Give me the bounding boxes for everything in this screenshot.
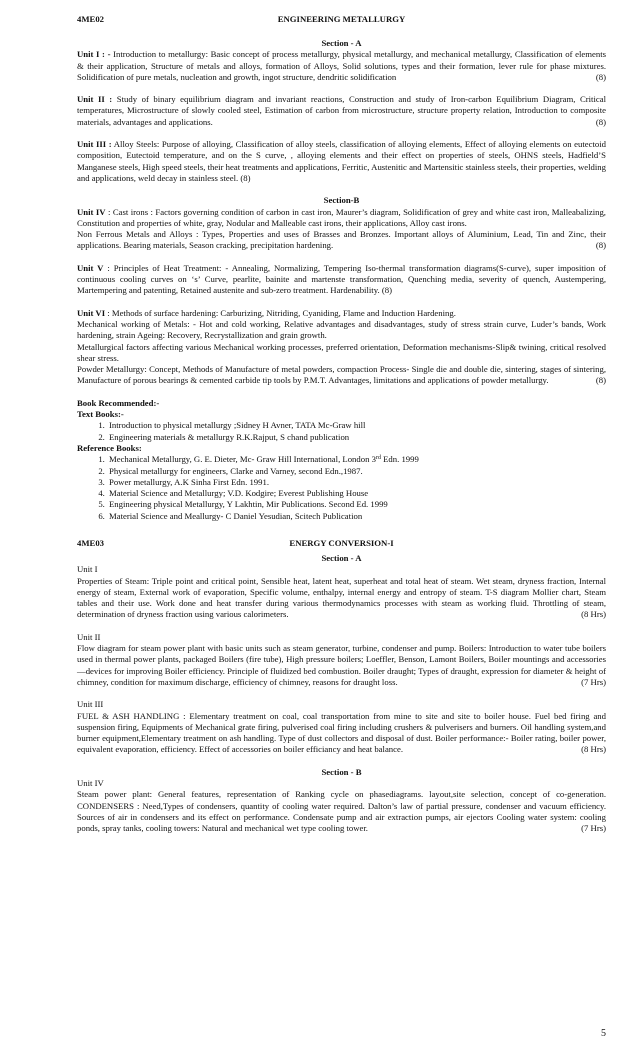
unit-paragraph [77, 308, 606, 319]
course-code: 4ME03 [77, 537, 105, 548]
unit-paragraph [77, 711, 606, 756]
unit-body: Study of binary equilibrium diagram and invariant reactions, Construction and study of Iron-carbon Equilibrium Diagram, Critical temperatures, Microstructure of slowly cooled steel, Estimation of carbon from microstructure, structure property relation, Introduction to composite materials, advantages and applications. [77, 94, 606, 127]
list-item: 1. Mechanical Metallurgy, G. E. Dieter, Mc- Graw Hill International, London 3rd Edn. 1999 [107, 454, 606, 465]
unit-label: Unit I : - [77, 49, 111, 60]
unit-body: FUEL & ASH HANDLING : Elementary treatment on coal, coal transportation from mine to site and site to boiler house. Fuel bed firing and suspension firing, Equipments of Mechanical grate firing, pulverised coal firing including crushers & pulverisers and burners. Oil handling system,and burner equipment,Elementary treatment on ash handling. Type of dust collectors and disposal of dust. Boiler performance:- Boiler rating, boiler power, equivalent evaporation, efficiency. Effect of accessories on boiler efficiancy and heat balance. [77, 710, 606, 755]
unit-body: : Methods of surface hardening: Carburizing, Nitriding, Cyaniding, Flame and Induction Hardening. [107, 307, 456, 318]
unit-body: Powder Metallurgy: Concept, Methods of Manufacture of metal powders, compaction Process- Single die and double die, sintering, stages of sintering, Manufacture of porous bearings & cemented carbide tip tools by P.M.T. Advantages, limitations and applications of powder metallurgy. [77, 364, 606, 386]
text-books-heading: Text Books:- [77, 409, 124, 420]
unit-paragraph [77, 49, 606, 83]
page-number: 5 [601, 1028, 606, 1039]
unit-paragraph [77, 263, 606, 297]
unit-marks: (8) [595, 71, 606, 82]
unit-paragraph [77, 789, 606, 834]
unit-paragraph [77, 94, 606, 128]
unit-marks: (7 Hrs) [581, 823, 606, 834]
list-item: 5. Engineering physical Metallurgy, Y Lakhtin, Mir Publications. Second Ed. 1999 [107, 499, 606, 510]
unit-paragraph [77, 229, 606, 252]
unit-label: Unit III : [77, 139, 112, 150]
course-code: 4ME02 [77, 14, 105, 24]
unit-paragraph [77, 576, 606, 621]
unit-body: : Cast irons : Factors governing condition of carbon in cast iron, Maurer’s diagram, Solidification of grey and white cast iron, Malleabalizing, Constitution and properties of white, gray, Nodular and Malleable cast irons, their applications, Alloy cast irons. [77, 206, 606, 228]
unit-label: Unit IV [77, 778, 104, 789]
unit-paragraph [77, 207, 606, 230]
unit-marks: (7 Hrs) [581, 676, 606, 687]
unit-body: Flow diagram for steam power plant with basic units such as steam generator, turbine, condenser and pump. Boilers: Introduction to water tube boilers used in thermal power plants, packaged Boilers (fire tube), High pressure boilers; Loeffler, Benson, Lamont Boilers, Boiler mountings and accessories—devices for improving Boiler efficiency. Principle of fluidized bed combustion. Boiler draught; Types of draught, expression for diameter & height of chimney, condition for maximum discharge, efficiency of chimney, reasons for draught loss. [77, 643, 606, 687]
unit-marks: (8) [595, 240, 606, 251]
unit-label: Unit II : [77, 94, 113, 105]
unit-body: : Principles of Heat Treatment: - Annealing, Normalizing, Tempering Iso-thermal transformation diagrams(S-curve), super imposition of continuous cooling curves on ‘s’ Curve, pearlite, bainite and martenste transformation, Quenching media, severity of quench, Austempering, Martempering and patenting, Retained austenite and sub-zero treatment. Hardenability. [77, 262, 607, 296]
section-heading: Section-B [323, 195, 360, 206]
unit-marks: (8) [595, 116, 606, 127]
unit-body: Introduction to metallurgy: Basic concept of process metallurgy, physical metallurgy, and mechanical metallurgy, Classification of elements & their application, Structure of metals and alloys, formation of Alloys, Solid solutions, types and their formation, lever rule for phase mixtures. Solidification of pure metals, nucleation and growth, ingot structure, dendritic solidification [77, 49, 606, 82]
unit-label: Unit II [77, 631, 101, 642]
unit-paragraph: Metallurgical factors affecting various Mechanical working processes, preferred orientation, Deformation mechanisms-Slip& twining, critical resolved shear stress. [77, 341, 606, 363]
unit-paragraph [77, 364, 606, 387]
reference-books-heading: Reference Books: [77, 442, 142, 453]
course-header [77, 538, 606, 551]
unit-marks: (8) [240, 172, 251, 183]
unit-body: Steam power plant: General features, representation of Ranking cycle on phasediagrams. layout,site selection, concept of co-generation. CONDENSERS : Need,Types of condensers, quantity of cooling water required. Dalton’s law of partial pressure, condenser and vacuum efficiency. Sources of air in condensers and its effect on performance. Condensate pump and air extraction pumps, air ejectors Cooling water system: cooling ponds, spray tanks, cooling towers: Natural and mechanical wet type cooling tower. [77, 789, 606, 834]
unit-label: Unit I [77, 564, 98, 575]
unit-marks: (8) [595, 375, 606, 386]
unit-body: Alloy Steels: Purpose of alloying, Classification of alloy steels, classification of alloying elements, Effect of alloying elements on eutectoid composition, Eutectoid temperature, and on the S curve, , alloying elements and their effect on properties of steels, OHNS steels, Hadfield’S Manganese steels, High speed steels, their heat treatments and applications, Ferritic, Austenitic and Martensitic stainless steels, their properties, welding and applications, weld decay in stainless steel. [77, 139, 606, 183]
course-title: ENERGY CONVERSION-I [289, 537, 394, 548]
unit-body: Properties of Steam: Triple point and critical point, Sensible heat, latent heat, superheat and total heat of steam. Wet steam, dryness fraction, Internal energy of steam, External work of evaporation, Specific volume, enthalpy, internal energy and entropy of steam. T-S diagram Mollier chart, Steam tables and their use. Work done and heat transfer during various thermodynamics processes with steam as working fluid. Throttling of steam, determination of dryness fraction using various calorimeters. [77, 575, 606, 620]
unit-marks: (8) [381, 285, 392, 296]
unit-paragraph: Mechanical working of Metals: - Hot and cold working, Relative advantages and disadvantages, study of stress strain curve, Luder’s bands, Work hardening, strain Ageing: Recovery, Recrystallization and grain growth. [77, 318, 606, 341]
unit-label: Unit IV [77, 206, 106, 217]
reference-books-list [77, 454, 606, 522]
unit-paragraph [77, 139, 606, 184]
list-item: 2. Physical metallurgy for engineers, Clarke and Varney, second Edn.,1987. [107, 466, 606, 477]
list-item: 1. Introduction to physical metallurgy ;Sidney H Avner, TATA Mc-Graw hill [107, 420, 606, 431]
list-item: 2. Engineering materials & metallurgy R.K.Rajput, S chand publication [107, 432, 606, 443]
section-heading: Section - A [321, 38, 362, 48]
section-heading: Section - A [321, 552, 362, 563]
unit-marks: (8 Hrs) [581, 744, 606, 755]
books-heading: Book Recommended:- [77, 397, 160, 408]
unit-label: Unit III [77, 699, 104, 710]
list-item: 6. Material Science and Meallurgy- C Daniel Yesudian, Scitech Publication [107, 511, 606, 522]
unit-paragraph [77, 643, 606, 688]
unit-label: Unit VI [77, 307, 106, 318]
unit-marks: (8 Hrs) [581, 609, 606, 620]
list-item: 3. Power metallurgy, A.K Sinha First Edn. 1991. [107, 477, 606, 488]
course-header [77, 14, 606, 27]
unit-label: Unit V [77, 262, 104, 273]
list-item: 4. Material Science and Metallurgy; V.D. Kodgire; Everest Publishing House [107, 488, 606, 499]
section-heading: Section - B [321, 766, 362, 777]
text-books-list [77, 420, 606, 443]
unit-body: Non Ferrous Metals and Alloys : Types, Properties and uses of Brasses and Bronzes. Important alloys of Aluminium, Lead, Tin and Zinc, their applications. Bearing materials, Season cracking, precipitation hardening. [77, 229, 606, 251]
course-title: ENGINEERING METALLURGY [277, 14, 406, 24]
